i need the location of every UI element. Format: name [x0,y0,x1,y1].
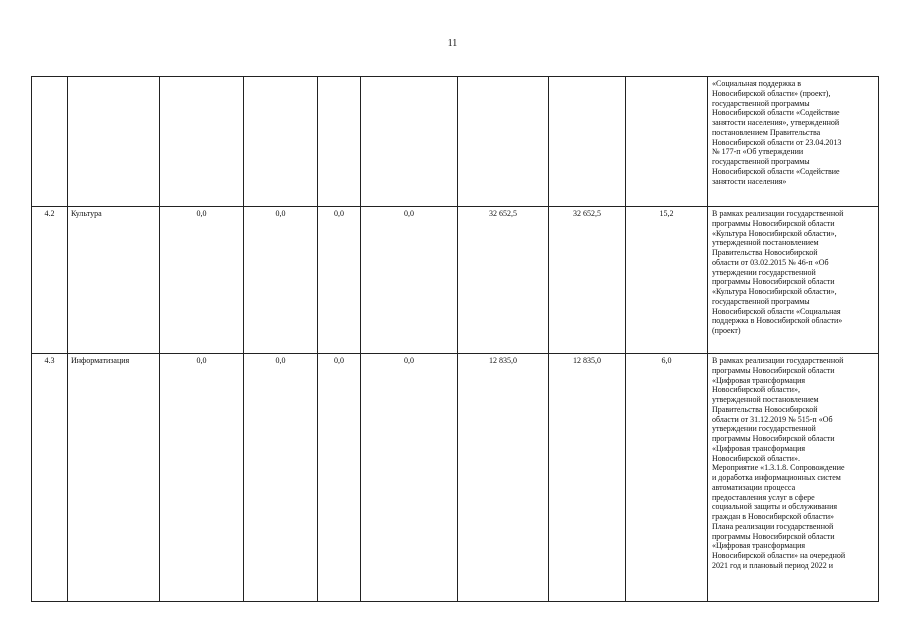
cell-v1: 0,0 [160,207,244,354]
table-row [32,77,879,207]
cell-note [708,207,879,354]
cell-v4: 0,0 [361,354,458,602]
cell-v4: 0,0 [361,207,458,354]
cell-v7 [626,77,708,207]
note-line: государственной программы [712,98,810,108]
cell-note [708,354,879,602]
note-line: «Социальная поддержка в [712,79,802,88]
cell-no: 4.2 [32,207,68,354]
note-line: области от 03.02.2015 № 46-п «Об [712,257,829,267]
cell-v3: 0,0 [318,354,361,602]
cell-no: 4.3 [32,354,68,602]
note-line: Правительства Новосибирской [712,248,818,257]
cell-v2: 0,0 [244,207,318,354]
note-line: утвержденной постановлением [712,395,819,404]
note-line: «Цифровая трансформация [712,375,806,385]
note-line: занятости населения» [712,176,787,186]
note-line: Новосибирской области «Социальная [712,306,841,316]
note-line: «Культура Новосибирской области», [712,228,837,238]
note-line: предоставления услуг в сфере [712,492,815,502]
cell-v2 [244,77,318,207]
cell-v1 [160,77,244,207]
note-line: В рамках реализации государственной [712,356,844,365]
note-line: программы Новосибирской области [712,365,835,375]
note-line: программы Новосибирской области [712,434,835,443]
note-line: социальной защиты и обслуживания [712,502,838,512]
note-line: поддержка в Новосибирской области» [712,316,843,326]
note-line: № 177-п «Об утверждении [712,147,804,157]
note-line: Плана реализации государственной [712,521,834,531]
note-line: «Цифровая трансформация [712,443,806,453]
note-line: Новосибирской области» (проект), [712,88,831,98]
cell-name: Культура [68,207,160,354]
note-line: автоматизации процесса [712,482,796,492]
note-line: Мероприятие «1.3.1.8. Сопровождение [712,463,845,473]
note-line: утвержденной постановлением [712,238,819,248]
cell-v6: 32 652,5 [549,207,626,354]
note-line: (проект) [712,326,741,335]
cell-name: Информатизация [68,354,160,602]
cell-v6 [549,77,626,207]
table-row [32,207,879,354]
note-line: Новосибирской области», [712,385,800,395]
note-line: государственной программы [712,157,810,166]
note-line: утверждении государственной [712,424,816,434]
cell-v3 [318,77,361,207]
note-line: утверждении государственной [712,267,816,277]
cell-v7: 6,0 [626,354,708,602]
note-line: Новосибирской области». [712,453,800,463]
cell-no [32,77,68,207]
page-number: 11 [447,38,458,49]
note-line: программы Новосибирской области [712,531,835,541]
cell-v7: 15,2 [626,207,708,354]
cell-v5 [458,77,549,207]
cell-note [708,77,879,207]
note-line: В рамках реализации государственной [712,209,844,218]
note-line: занятости населения», утвержденной [712,118,840,127]
table-row [32,354,879,602]
note-line: области от 31.12.2019 № 515-п «Об [712,414,833,424]
note-line: постановлением Правительства [712,127,821,137]
note-line: программы Новосибирской области [712,218,835,228]
note-line: программы Новосибирской области [712,277,835,287]
cell-v2: 0,0 [244,354,318,602]
note-line: государственной программы [712,296,810,306]
cell-v5: 32 652,5 [458,207,549,354]
note-line: Новосибирской области «Содействие [712,108,840,118]
note-line: Новосибирской области от 23.04.2013 [712,137,842,147]
cell-v6: 12 835,0 [549,354,626,602]
note-line: Правительства Новосибирской [712,404,818,414]
budget-table [31,76,879,602]
note-line: граждан в Новосибирской области» [712,512,834,521]
cell-v1: 0,0 [160,354,244,602]
note-line: Новосибирской области» на очередной [712,551,846,560]
note-line: и доработка информационных систем [712,473,841,482]
cell-v5: 12 835,0 [458,354,549,602]
note-line: «Цифровая трансформация [712,541,806,551]
cell-v3: 0,0 [318,207,361,354]
cell-name [68,77,160,207]
cell-v4 [361,77,458,207]
note-line: Новосибирской области «Содействие [712,166,840,176]
table-body [32,77,879,602]
note-line: 2021 год и плановый период 2022 и [712,560,833,570]
note-line: «Культура Новосибирской области», [712,287,837,296]
